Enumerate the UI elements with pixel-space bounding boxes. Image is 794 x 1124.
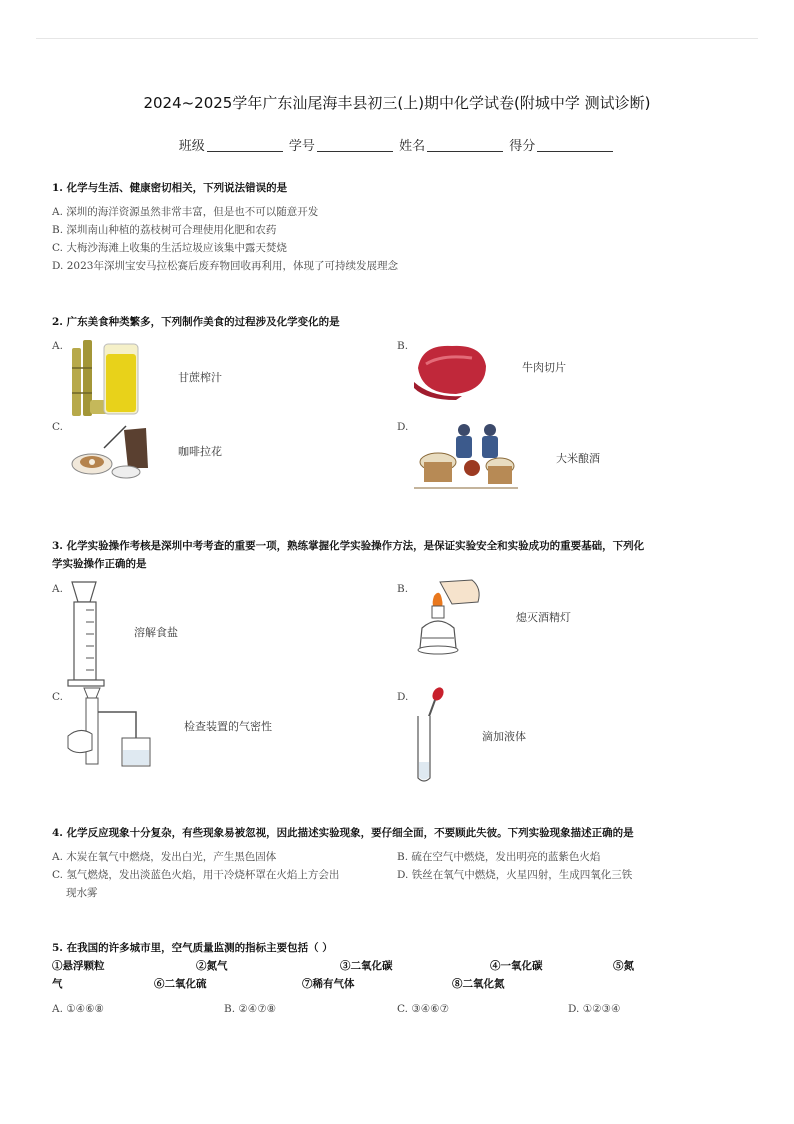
q3-letter-b: B. (397, 583, 409, 595)
q4-option-c-continued[interactable]: 现水雾 (66, 887, 98, 899)
q3-stem-line1: 3. 化学实验操作考核是深圳中考考查的重要一项，熟练掌握化学实验操作方法，是保证实验安全和实验成功的重要基础，下列化 (52, 540, 645, 552)
q2-letter-b: B. (397, 340, 409, 352)
field-number-label: 学号 (288, 139, 315, 154)
exam-title: 2024~2025学年广东汕尾海丰县初三(上)期中化学试卷(附城中学 测试诊断) (143, 94, 651, 112)
q5-item-5: ⑤氮 (613, 960, 634, 972)
beef-slice-image (412, 338, 492, 400)
q4-option-c[interactable]: C. 氢气燃烧，发出淡蓝色火焰，用干冷烧杯罩在火焰上方会出 (52, 869, 340, 881)
q5-item-7: ⑦稀有气体 (302, 978, 355, 990)
q4-option-d[interactable]: D. 铁丝在氧气中燃烧，火星四射，生成四氧化三铁 (397, 869, 633, 881)
lamp-body (420, 621, 456, 648)
q5-item-8: ⑧二氧化氮 (452, 978, 505, 990)
q5-item-2: ②氮气 (196, 960, 228, 972)
worker-head (458, 424, 470, 436)
name-blank[interactable] (427, 139, 503, 152)
q5-option-a[interactable]: A. ①④⑥⑧ (52, 1003, 104, 1015)
field-class-label: 班级 (178, 139, 205, 154)
q5-item-5-continued: 气 (52, 978, 63, 990)
student-info-line (0, 135, 794, 154)
q5-option-d[interactable]: D. ①②③④ (568, 1003, 621, 1015)
q5-option-c[interactable]: C. ③④⑥⑦ (397, 1003, 449, 1015)
field-name-label: 姓名 (399, 139, 426, 154)
q2-caption-a: 甘蔗榨汁 (178, 371, 222, 384)
graduated-cylinder-image (66, 580, 112, 688)
cylinder (74, 602, 96, 680)
test-tube (86, 698, 98, 764)
field-score-label: 得分 (509, 139, 536, 154)
worker-head (484, 424, 496, 436)
paper-funnel (72, 582, 96, 602)
q2-caption-b: 牛肉切片 (522, 361, 566, 374)
juice-liquid (106, 354, 136, 412)
q2-stem: 2. 广东美食种类繁多，下列制作美食的过程涉及化学变化的是 (52, 316, 340, 328)
header-rule (36, 38, 758, 39)
q2-letter-a: A. (52, 340, 63, 352)
q5-item-3: ③二氧化碳 (340, 960, 393, 972)
rice-wine-brewing-image (414, 420, 518, 492)
q4-option-b[interactable]: B. 硫在空气中燃烧，发出明亮的蓝紫色火焰 (397, 851, 601, 863)
q3-caption-c: 检查装置的气密性 (184, 720, 272, 733)
q5-item-1: ①悬浮颗粒 (52, 960, 105, 972)
hand (440, 580, 479, 604)
class-blank[interactable] (207, 139, 283, 152)
airtightness-check-image (66, 686, 156, 768)
q2-caption-d: 大米酿酒 (556, 452, 600, 465)
number-blank[interactable] (317, 139, 393, 152)
dropper-tube-image (410, 686, 450, 786)
score-blank[interactable] (537, 139, 613, 152)
q5-option-b[interactable]: B. ②④⑦⑧ (224, 1003, 277, 1015)
coffee-latte-art-image (68, 420, 148, 484)
q5-stem: 5. 在我国的许多城市里，空气质量监测的指标主要包括（ ） (52, 942, 333, 954)
q5-item-6: ⑥二氧化硫 (154, 978, 207, 990)
q2-letter-c: C. (52, 421, 63, 433)
q3-caption-d: 滴加液体 (482, 730, 526, 743)
q3-caption-b: 熄灭酒精灯 (516, 611, 571, 624)
funnel (84, 688, 100, 698)
dropper-bulb (430, 686, 446, 703)
q1-option-c[interactable]: C. 大梅沙海滩上收集的生活垃圾应该集中露天焚烧 (52, 242, 287, 254)
hand (68, 730, 92, 752)
q3-letter-a: A. (52, 583, 63, 595)
q1-option-d[interactable]: D. 2023年深圳宝安马拉松赛后废弃物回收再利用，体现了可持续发展理念 (52, 260, 398, 272)
sugarcane-juice-image (68, 338, 144, 418)
pitcher (124, 428, 148, 468)
alcohol-lamp-image (412, 578, 484, 660)
beef-block (418, 346, 486, 394)
q3-stem-line2: 学实验操作正确的是 (52, 558, 147, 570)
q2-caption-c: 咖啡拉花 (178, 445, 222, 458)
q2-letter-d: D. (397, 421, 409, 433)
cane-stalk (72, 348, 81, 416)
q4-stem: 4. 化学反应现象十分复杂，有些现象易被忽视，因此描述实验现象，要仔细全面，不要顾此失彼。下列实验现象描述正确的是 (52, 827, 634, 839)
q3-caption-a: 溶解食盐 (134, 626, 178, 639)
q3-letter-c: C. (52, 691, 63, 703)
q3-letter-d: D. (397, 691, 409, 703)
q5-item-4: ④一氧化碳 (490, 960, 543, 972)
q1-option-a[interactable]: A. 深圳的海洋资源虽然非常丰富，但是也不可以随意开发 (52, 206, 319, 218)
q4-option-a[interactable]: A. 木炭在氧气中燃烧，发出白光，产生黑色固体 (52, 851, 277, 863)
q1-stem: 1. 化学与生活、健康密切相关，下列说法错误的是 (52, 182, 288, 194)
q1-option-b[interactable]: B. 深圳南山种植的荔枝树可合理使用化肥和农药 (52, 224, 277, 236)
